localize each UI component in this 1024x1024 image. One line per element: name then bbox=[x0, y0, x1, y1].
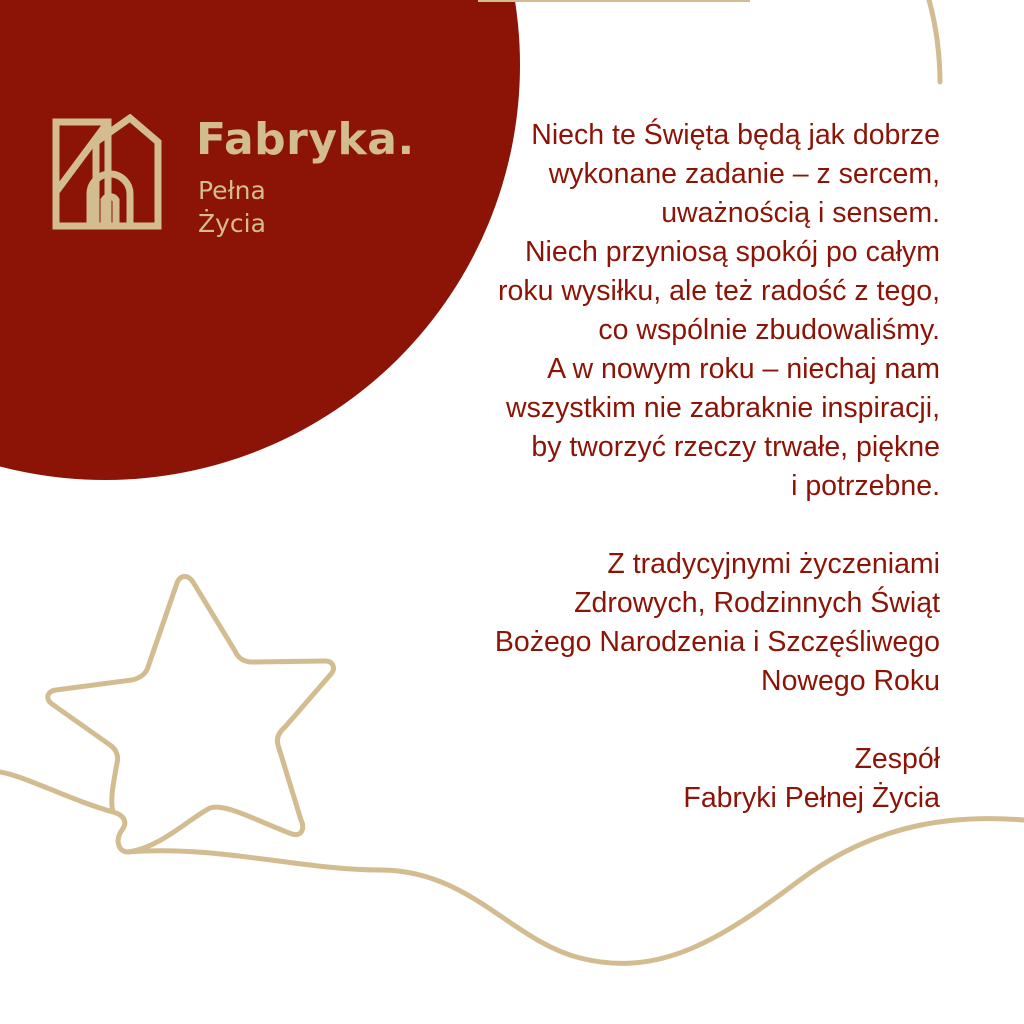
message-line: co wspólnie zbudowaliśmy. bbox=[598, 314, 940, 346]
greeting-message bbox=[420, 116, 940, 818]
message-line: wykonane zadanie – z sercem, bbox=[548, 158, 940, 190]
message-line: Z tradycyjnymi życzeniami bbox=[607, 548, 940, 580]
message-line: uważnością i sensem. bbox=[661, 197, 940, 229]
signature bbox=[420, 740, 940, 818]
logo-title: Fabryka. bbox=[196, 114, 415, 165]
message-line: A w nowym roku – niechaj nam bbox=[547, 353, 940, 385]
message-line: Nowego Roku bbox=[760, 665, 940, 697]
star-outline-icon bbox=[0, 576, 333, 852]
message-line: wszystkim nie zabraknie inspiracji, bbox=[506, 392, 940, 424]
message-line: i potrzebne. bbox=[791, 470, 940, 502]
top-right-arc bbox=[929, 0, 940, 82]
logo-subtitle-line1: Pełna bbox=[198, 176, 266, 205]
message-line: Niech przyniosą spokój po całym bbox=[524, 236, 940, 268]
logo-subtitle-line2: Życia bbox=[198, 209, 266, 238]
wavy-ribbon-line bbox=[128, 819, 1024, 964]
house-arch-logo-icon bbox=[52, 114, 162, 232]
logo-subtitle bbox=[198, 174, 266, 240]
signature-line: Fabryki Pełnej Życia bbox=[683, 782, 940, 814]
message-line: Zdrowych, Rodzinnych Świąt bbox=[574, 587, 940, 619]
signature-line: Zespół bbox=[854, 743, 940, 775]
paragraph-gap bbox=[420, 506, 940, 545]
brand-logo bbox=[52, 114, 415, 238]
holiday-wishes-paragraph bbox=[420, 545, 940, 701]
message-line: roku wysiłku, ale też radość z tego, bbox=[498, 275, 940, 307]
message-line: Niech te Święta będą jak dobrze bbox=[531, 119, 940, 151]
paragraph-gap bbox=[420, 701, 940, 740]
message-line: Bożego Narodzenia i Szczęśliwego bbox=[494, 626, 940, 658]
message-line: by tworzyć rzeczy trwałe, piękne bbox=[531, 431, 940, 463]
wishes-paragraph bbox=[420, 116, 940, 506]
